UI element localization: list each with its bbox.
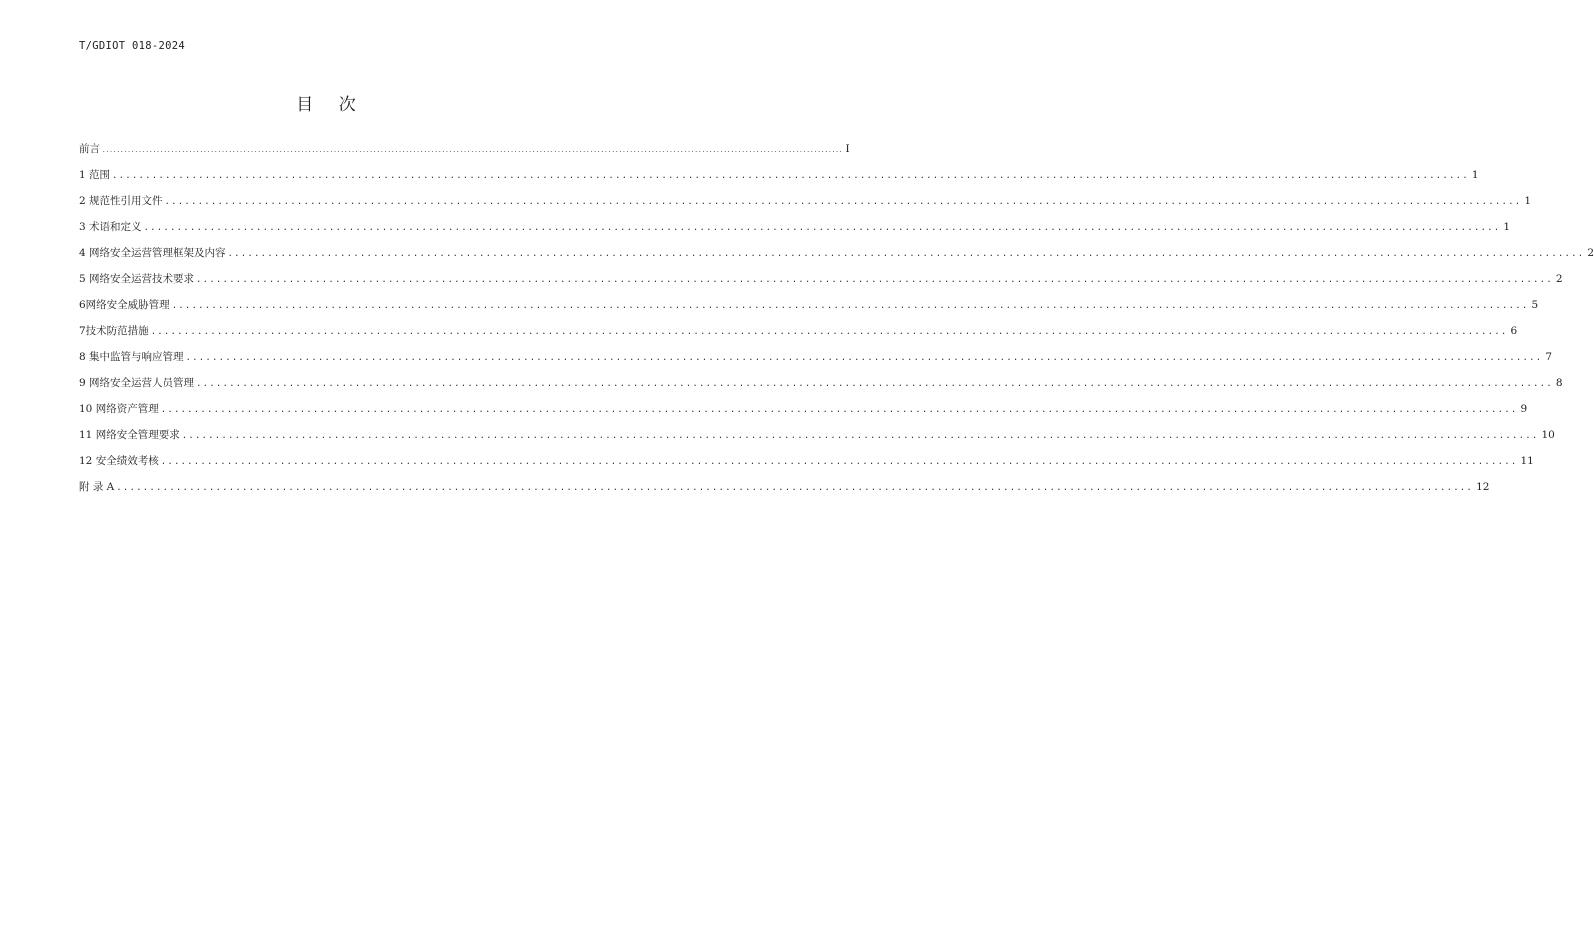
toc-entry-label: 7技术防范措施: [79, 325, 149, 337]
document-code: T/GDIOT 018-2024: [79, 40, 185, 52]
toc-entry-6[interactable]: [79, 297, 1539, 323]
toc-leader: .............................................................................................................................................................................................................: [164, 197, 1522, 207]
toc-entry-page: 10: [1541, 429, 1555, 441]
toc-entry-label: 3 术语和定义: [79, 221, 142, 233]
toc-entry-page: 1: [1503, 221, 1511, 233]
toc-leader: .............................................................................................................................................................................................................: [196, 275, 1553, 285]
toc-leader: .............................................................................................................................................................................................................: [196, 379, 1553, 389]
toc-leader: .............................................................................................................................................................................................................: [185, 353, 1543, 363]
toc-leader: .............................................................................................................................................................................................................: [181, 431, 1539, 441]
toc-entry-3[interactable]: [79, 219, 1511, 245]
toc-leader: .............................................................................................................................................................................................................: [171, 301, 1529, 311]
toc-entry-8[interactable]: [79, 349, 1553, 375]
toc-leader: .............................................................................................................................................................................................................: [160, 457, 1518, 467]
toc-entry-page: 12: [1476, 481, 1490, 493]
toc-entry-page: I: [845, 143, 850, 155]
toc-entry-4[interactable]: [79, 245, 1594, 271]
toc-leader: .............................................................................................................................................................................................................: [116, 483, 1474, 493]
toc-entry-label: 5 网络安全运营技术要求: [79, 273, 195, 285]
toc-entry-11[interactable]: [79, 427, 1555, 453]
toc-entry-label: 12 安全绩效考核: [79, 455, 159, 467]
toc-entry-1[interactable]: [79, 167, 1479, 193]
toc-entry-label: 9 网络安全运营人员管理: [79, 377, 195, 389]
toc-entry-label: 6网络安全威胁管理: [79, 299, 170, 311]
toc-leader: .............................................................................................................................................................................................................: [112, 171, 1469, 181]
toc-entry-page: 7: [1545, 351, 1553, 363]
toc-entry-label: 2 规范性引用文件: [79, 195, 163, 207]
toc-entry-appendix-a[interactable]: [79, 479, 1490, 505]
toc-entry-page: 9: [1520, 403, 1528, 415]
table-of-contents: [79, 141, 1594, 505]
toc-entry-5[interactable]: [79, 271, 1563, 297]
toc-entry-label: 11 网络安全管理要求: [79, 429, 180, 441]
page-title: 目 次: [296, 95, 366, 115]
toc-entry-page: 2: [1587, 247, 1594, 259]
toc-entry-10[interactable]: [79, 401, 1528, 427]
toc-entry-2[interactable]: [79, 193, 1532, 219]
toc-entry-page: 1: [1471, 169, 1479, 181]
toc-leader: .............................................................................................................................................................................................................: [143, 223, 1501, 233]
toc-entry-label: 1 范围: [79, 169, 111, 181]
toc-leader: .............................................................................................................................................................................................................: [102, 147, 843, 154]
toc-entry-page: 1: [1524, 195, 1532, 207]
toc-entry-page: 6: [1510, 325, 1518, 337]
toc-entry-page: 5: [1531, 299, 1539, 311]
toc-entry-label: 附 录 A: [79, 481, 115, 493]
toc-entry-12[interactable]: [79, 453, 1534, 479]
toc-entry-page: 8: [1555, 377, 1563, 389]
toc-entry-label: 10 网络资产管理: [79, 403, 159, 415]
toc-entry-label: 前言: [79, 143, 100, 155]
toc-entry-foreword[interactable]: [79, 141, 850, 167]
toc-entry-page: 11: [1520, 455, 1534, 467]
toc-leader: .............................................................................................................................................................................................................: [227, 249, 1585, 259]
toc-entry-page: 2: [1555, 273, 1563, 285]
toc-entry-label: 4 网络安全运营管理框架及内容: [79, 247, 226, 259]
toc-entry-label: 8 集中监管与响应管理: [79, 351, 184, 363]
toc-leader: .............................................................................................................................................................................................................: [150, 327, 1508, 337]
toc-entry-7[interactable]: [79, 323, 1518, 349]
toc-entry-9[interactable]: [79, 375, 1563, 401]
toc-leader: .............................................................................................................................................................................................................: [160, 405, 1518, 415]
